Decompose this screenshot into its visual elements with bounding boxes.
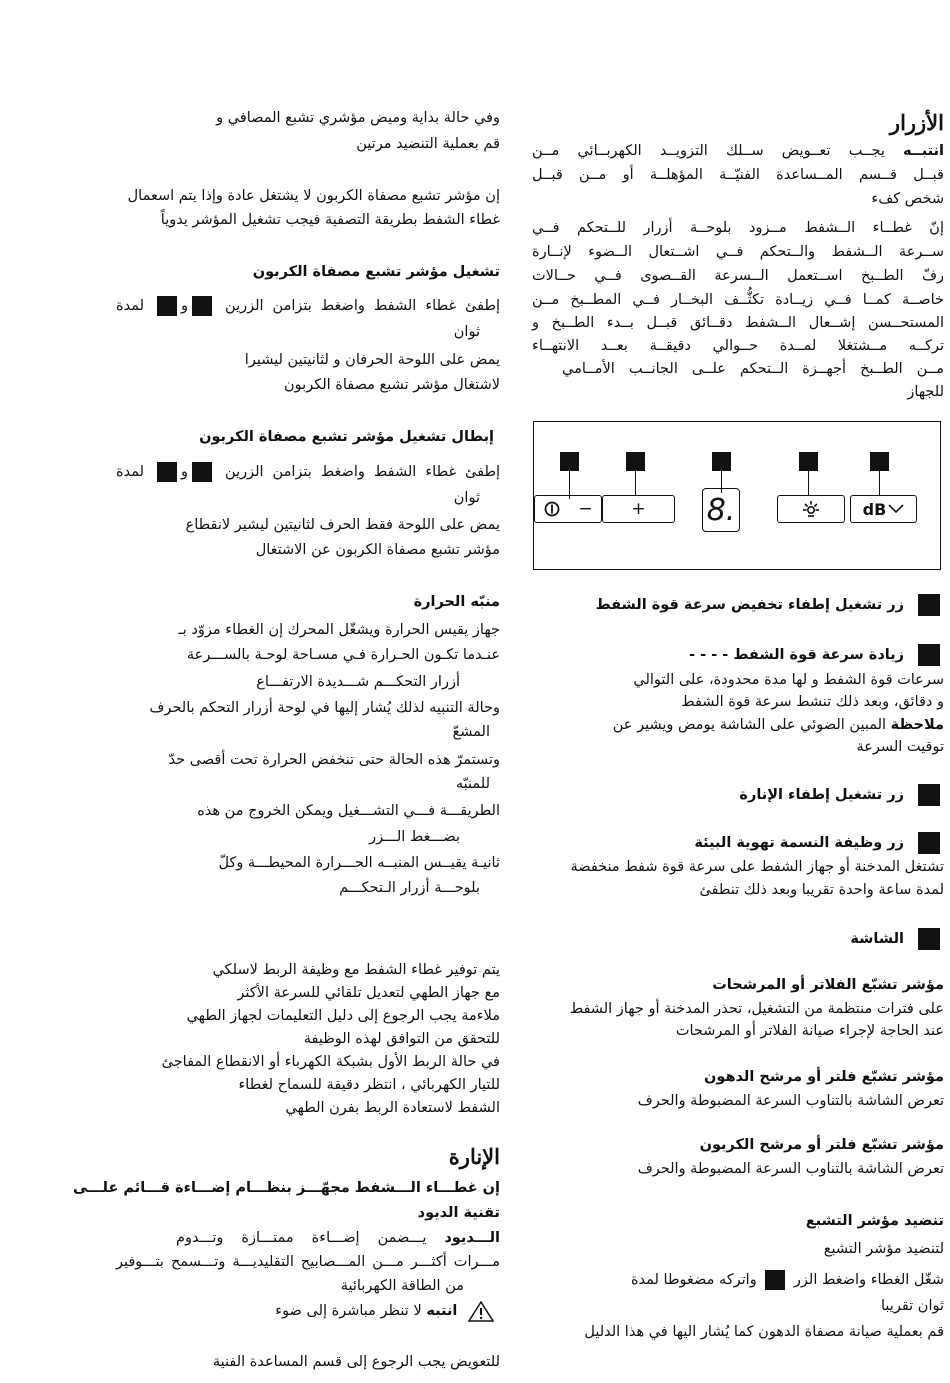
heat-line-1: جهاز يقيس الحرارة ويشغّل المحرك إن الغطاء مزوّد بـ [178, 622, 500, 638]
reset-line-4: قم بعملية صيانة مصفاة الدهون كما يُشار اليها في هذا الدليل [584, 1324, 944, 1340]
wireless-line-5: في حالة الربط الأول بشبكة الكهرباء أو الانقطاع المفاجئ [161, 1054, 500, 1070]
buttons-title: الأزرار [889, 110, 944, 135]
grease-line: تعرض الشاشة بالتناوب السرعة المضبوطة والحرف [637, 1093, 944, 1109]
reset-line-2a: شغّل الغطاء واضغط الزر [793, 1272, 944, 1288]
carbon-line: تعرض الشاشة بالتناوب السرعة المضبوطة والحرف [637, 1161, 944, 1177]
light-icon [801, 500, 821, 518]
button-1-header-text: زر تشغيل إطفاء تخفيض سرعة قوة الشفط [595, 597, 904, 613]
reset-line-3: ثوان تقريبا [880, 1298, 944, 1314]
key-square-a [192, 296, 212, 316]
reset-title: تنضيد مؤشر التشبع [805, 1213, 944, 1229]
warning-text-1: يجــب تعــويض ســلك التزويــد الكهربــائي مــن [532, 143, 885, 159]
warning-line-3: شخص كفء [871, 191, 944, 207]
panel-callout-3 [799, 452, 818, 471]
intro-line-3: رفّ الطــبخ اســتعمل الــسرعة القــصوى فــي حــالات [532, 268, 944, 284]
panel-callout-2 [626, 452, 645, 471]
carbon-on-title: تشغيل مؤشر تشبع مصفاة الكربون [252, 264, 500, 280]
led-label: الـــديود [444, 1230, 500, 1246]
led-text-1: يـــضمن إضـــاءة ممتـــازة وتـــدوم [176, 1230, 427, 1246]
carbon-on-duration: لمدة [116, 298, 145, 314]
lighting-title: الإنارة [448, 1144, 500, 1169]
note-text-1: المبين الضوئي على الشاشة يومض ويشير عن [612, 717, 887, 733]
led-line-2: مـــرات أكثـــر مـــن المـــصابيح التقليديـــة وتـــسمح بتـــوفير [116, 1254, 500, 1270]
intro-line-4: خاصــة كمــا فــي زيــادة تكثُّــف البخــار فــي المطــبخ مــن [532, 292, 944, 308]
heat-line-11: بلوحـــة أزرار الـتحكـــم [339, 880, 480, 896]
heat-line-9: بضـــغط الـــزر [369, 829, 460, 845]
power-minus-button[interactable] [534, 495, 602, 523]
carbon-off-line-3: يمض على اللوحة فقط الحرف لثانيتين ليشير لانقطاع [185, 517, 500, 533]
reset-line-2 [631, 1270, 944, 1290]
carbon-on-text-a: إطفئ غطاء الشفط واضغط بتزامن الزرين [225, 298, 501, 314]
carbon-on-line-4: لاشتغال مؤشر تشبع مصفاة الكربون [284, 377, 500, 393]
chevron-down-icon [888, 504, 904, 514]
carbon-on-line-2: ثوان [453, 324, 480, 340]
heat-line-8: الطريقـــة فـــي التشـــغيل ويمكن الخروج من هذه [197, 803, 500, 819]
callout-square-5 [918, 928, 940, 950]
p1-line-1: وفي حالة بداية وميض مؤشري تشبع المصافي و [216, 110, 500, 126]
display-header [850, 928, 944, 950]
carbon-on-keys [153, 298, 216, 314]
button-4-header [694, 832, 944, 854]
speed-display [702, 488, 740, 532]
carbon-title: مؤشر تشبّع فلتر أو مرشح الكربون [699, 1137, 944, 1153]
button-2-line-2: و دقائق، وبعد ذلك تنشط سرعة قوة الشفط [681, 694, 944, 710]
carbon-on-line-3: يمض على اللوحة الحرفان و لثانيتين ليشيرا [244, 352, 500, 368]
callout-square-4 [918, 832, 940, 854]
wireless-line-6: للتيار الكهربائي ، انتظر دقيقة للسماح لغطاء [238, 1077, 500, 1093]
heat-line-5: المشعّ [452, 724, 490, 740]
caution-label: انتبه [426, 1303, 458, 1319]
note-label: ملاحظة [890, 717, 944, 733]
intro-line-8: للجهاز [907, 384, 944, 400]
p2-line-1: إن مؤشر تشبع مصفاة الكربون لا يشتغل عادة وإذا يتم اسعمال [127, 188, 500, 204]
intro-line-6: تركــه مــشتغلا لمــدة حــوالي دقيقــة بعــد الانتهــاء [532, 338, 944, 354]
carbon-off-title: إبطال تشغيل مؤشر تشبع مصفاة الكربون [199, 429, 494, 445]
filters-title: مؤشر تشبّع الفلاتر أو المرشحات [712, 977, 944, 993]
reset-button-square [765, 1270, 785, 1290]
button-2-header [689, 644, 944, 666]
control-panel-diagram [533, 421, 941, 570]
led-line-1 [176, 1228, 500, 1248]
led-line-3: من الطاقة الكهربائية [340, 1278, 464, 1294]
filters-line-1: على فترات منتظمة من التشغيل، تحذر المدخنة أو جهاز الشفط [569, 1001, 944, 1017]
heat-line-3: أزرار التحكـــم شـــديدة الارتفـــاع [256, 674, 460, 690]
p2-line-2: غطاء الشفط بطريقة التصفية فيجب تشغيل المؤشر يدوياً [160, 212, 500, 228]
heat-line-2: عنـدما تكـون الحـرارة فـي مسـاحة لوحـة بالســـرعة [186, 647, 500, 663]
last-line: للتعويض يجب الرجوع إلى قسم المساعدة الفنية [212, 1354, 500, 1370]
heat-line-6: وتستمرّ هذه الحالة حتى تنخفض الحرارة تحت أقصى حدّ [168, 752, 500, 768]
button-1-header [596, 594, 944, 616]
display-header-text: الشاشة [850, 931, 904, 947]
button-4-header-text: زر وظيفة النسمة تهوية البيئة [694, 835, 904, 851]
plus-symbol: + [631, 499, 646, 519]
intro-line-1: إنّ غطــاء الــشفط مــزود بلوحــة أزرار للــتحكم فــي [532, 220, 944, 236]
heat-line-4: وحالة التنبيه لذلك يُشار إليها في لوحة أزرار التحكم بالحرف [149, 700, 500, 716]
button-4-line-1: تشتغل المدخنة أو جهاز الشفط على سرعة قوة شفط منخفضة [570, 859, 944, 875]
key-square-b [157, 296, 177, 316]
key-square-d [157, 462, 177, 482]
button-2-note-line-2: توقيت السرعة [856, 739, 944, 755]
carbon-off-keys [153, 464, 216, 480]
key-square-c [192, 462, 212, 482]
p1-line-2: قم بعملية التنضيد مرتين [356, 136, 500, 152]
panel-leader-4 [879, 471, 880, 495]
button-3-header-text: زر تشغيل إطفاء الإنارة [739, 787, 904, 803]
panel-callout-4 [870, 452, 889, 471]
warning-line-1 [532, 141, 944, 161]
wireless-line-2: مع جهاز الطهي لتعديل تلقائي للسرعة الأكثر [237, 985, 500, 1001]
grease-title: مؤشر تشبّع فلتر أو مرشح الدهون [704, 1069, 944, 1085]
panel-callout-1 [560, 452, 579, 471]
carbon-on-line-1 [116, 296, 500, 316]
wireless-line-4: للتحقق من التوافق لهذه الوظيفة [303, 1031, 500, 1047]
lighting-bold-line-1: إن غطـــاء الـــشفط مجهّـــز بنظـــام إضـــاءة قـــائم علـــى [72, 1180, 500, 1196]
filters-line-2: عند الحاجة لإجراء صيانة الفلاتر أو المرشحات [675, 1023, 944, 1039]
callout-square-2 [918, 644, 940, 666]
plus-button[interactable] [602, 495, 675, 523]
display-digit: 8. [706, 492, 736, 528]
button-3-header [739, 784, 944, 806]
warning-label: انتبــه [903, 143, 944, 159]
button-2-header-text: زيادة سرعة قوة الشفط - - - - [689, 647, 904, 663]
wireless-line-1: يتم توفير غطاء الشفط مع وظيفة الربط لاسلكي [212, 962, 500, 978]
intro-line-2: ســرعة الــشفط والــتحكم فــي اشــتعال الــضوء لإنــارة [532, 244, 944, 260]
caution-line [275, 1300, 494, 1322]
db-label: dB [862, 499, 887, 519]
heat-line-7: للمنبّه [455, 776, 490, 792]
carbon-off-line-2: ثوان [453, 490, 480, 506]
wireless-line-7: الشفط لاستعادة الربط بفرن الطهي [285, 1100, 500, 1116]
carbon-on-and: و [181, 298, 189, 314]
button-2-note [613, 715, 944, 735]
reset-line-1: لتنضيد مؤشر التشبع [823, 1241, 944, 1257]
carbon-off-line-4: مؤشر تشبع مصفاة الكربون عن الاشتغال [255, 542, 500, 558]
lighting-bold-line-2: تقنية الديود [417, 1205, 500, 1221]
carbon-off-line-1 [116, 462, 500, 482]
button-4-line-2: لمدة ساعة واحدة تقريبا وبعد ذلك تنطفئ [699, 882, 944, 898]
panel-callout-5 [712, 452, 731, 471]
power-icon [543, 500, 561, 518]
light-button[interactable] [777, 495, 845, 523]
panel-leader-2 [635, 471, 636, 495]
carbon-off-duration: لمدة [116, 464, 145, 480]
wireless-line-3: ملاءمة يجب الرجوع إلى دليل التعليمات لجهاز الطهي [186, 1008, 500, 1024]
button-2-line-1: سرعات قوة الشفط و لها مدة محدودة، على التوالي [633, 672, 944, 688]
heat-alarm-title: منبّه الحرارة [413, 594, 500, 610]
callout-square-1 [918, 594, 940, 616]
callout-square-3 [918, 784, 940, 806]
carbon-off-text-a: إطفئ غطاء الشفط واضغط بتزامن الزرين [225, 464, 501, 480]
breeze-db-button[interactable] [850, 495, 917, 523]
minus-symbol: − [578, 499, 593, 519]
heat-line-10: ثانيـة يقيــس المنبــه الحـــرارة المحيطـــة وكلّ [218, 855, 500, 871]
carbon-off-and: و [181, 464, 189, 480]
panel-leader-3 [808, 471, 809, 495]
warning-line-2: قبــل قــسم المــساعدة الفنيّــة المؤهلــة أو مــن قبــل [532, 167, 944, 183]
intro-line-5: المستحــسن إشــعال الــشفط دقــائق قبــل بــدء الطــبخ و [532, 315, 944, 331]
caution-text: لا تنظر مباشرة إلى ضوء [275, 1303, 422, 1319]
warning-triangle-icon [468, 1300, 494, 1322]
reset-line-2b: واتركه مضغوطا لمدة [630, 1272, 757, 1288]
intro-line-7: مــن الطــبخ أجهــزة الــتحكم علــى الجانــب الأمــامي [562, 361, 944, 377]
